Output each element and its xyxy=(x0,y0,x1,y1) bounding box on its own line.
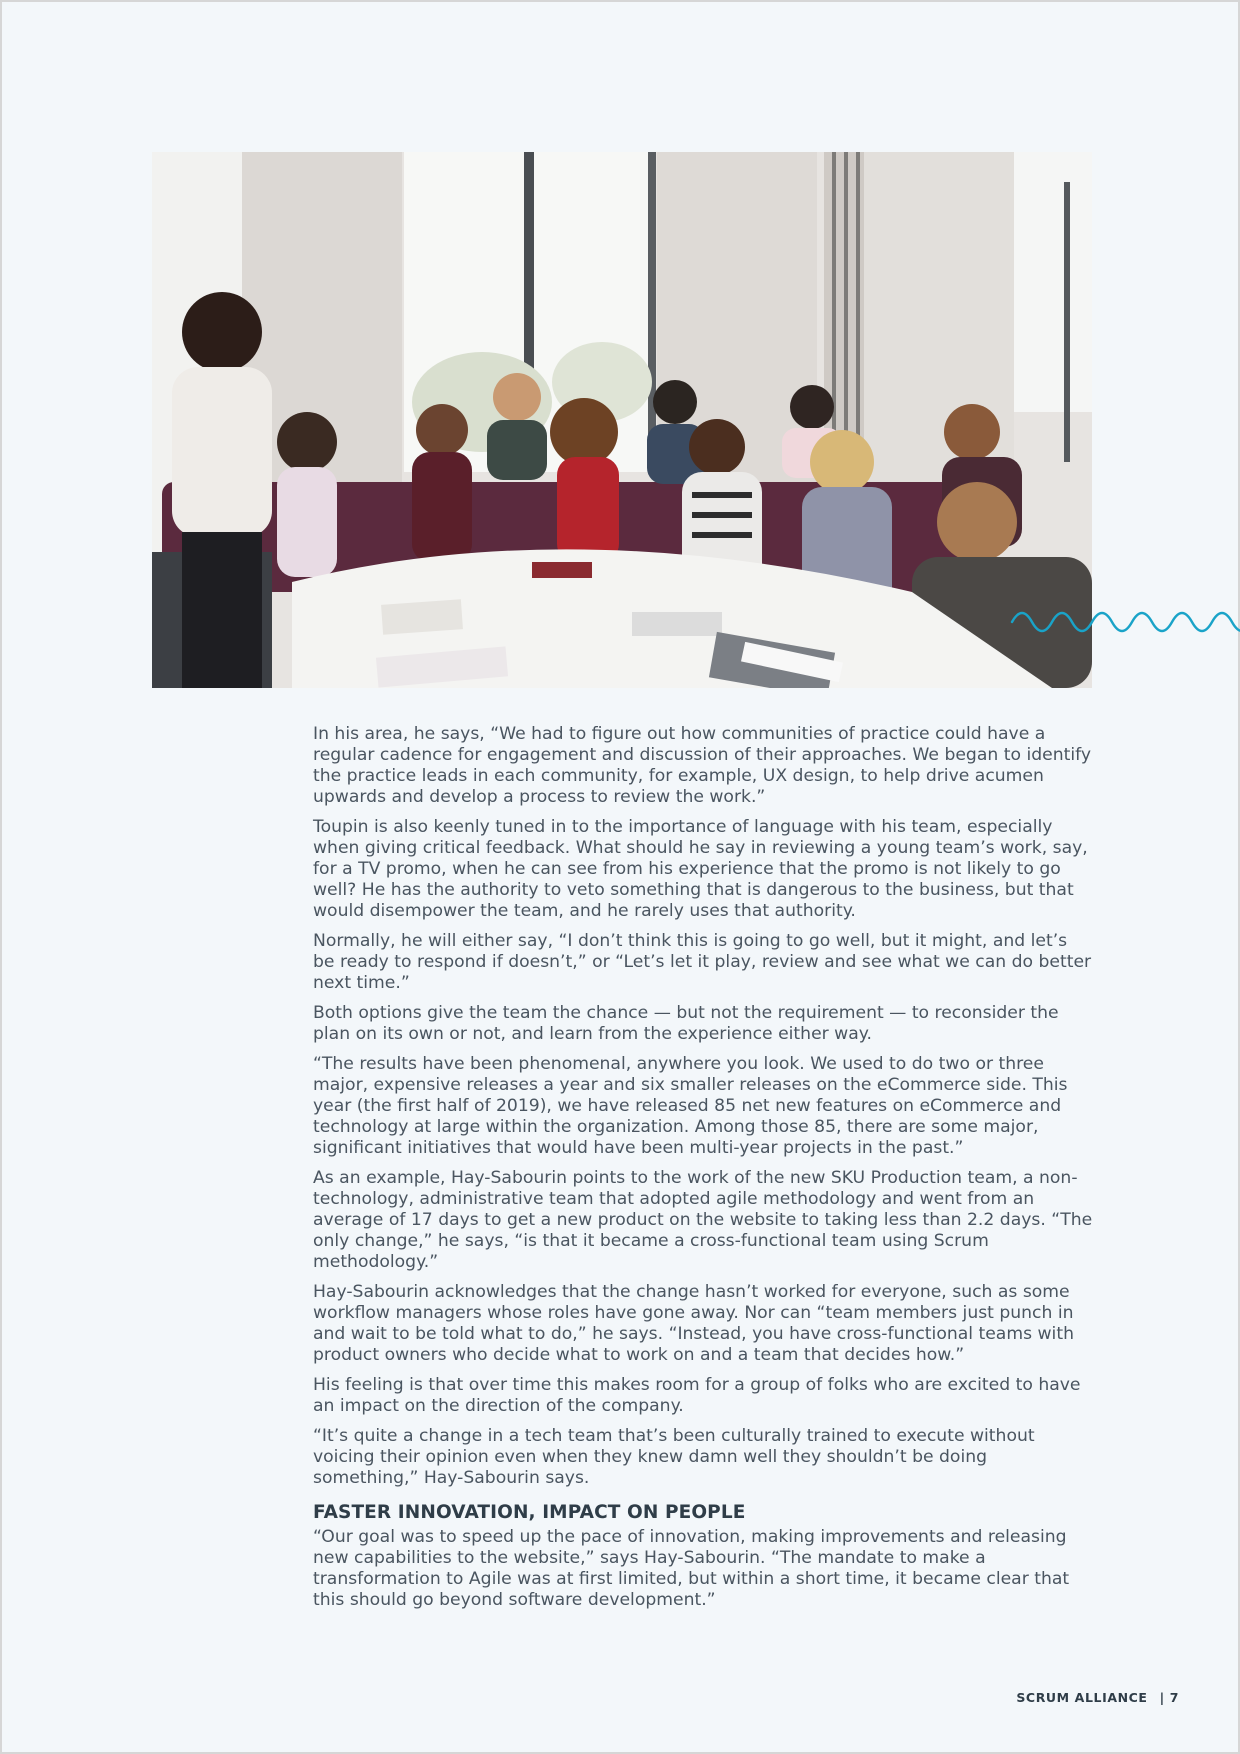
paragraph-3: Normally, he will either say, “I don’t think this is going to go well, but it might, and let’s be ready to respond if doesn’t,” or “Let’s let it play, review and see what we can do better next time.” xyxy=(313,931,1092,993)
page-number: | 7 xyxy=(1159,1690,1179,1705)
paragraph-5: “The results have been phenomenal, anywhere you look. We used to do two or three major, expensive releases a year and six smaller releases on the eCommerce side. This year (the first half of 2019), we have released 85 net new features on eCommerce and technology at large within the organization. Among those 85, there are some major, significant initiatives that would have been multi-year projects in the past.” xyxy=(313,1054,1068,1158)
paragraph-2: Toupin is also keenly tuned in to the importance of language with his team, especially when giving critical feedback. What should he say in reviewing a young team’s work, say, for a TV promo, when he can see from his experience that the promo is not likely to go well? He has the authority to veto something that is dangerous to the business, but that would disempower the team, and he rarely uses that authority. xyxy=(313,817,1088,921)
footer-brand: SCRUM ALLIANCE xyxy=(1016,1690,1148,1705)
wave-decoration-icon xyxy=(1010,602,1240,642)
paragraph-6: As an example, Hay-Sabourin points to the work of the new SKU Production team, a non-technology, administrative team that adopted agile methodology and went from an average of 17 days to get a new product on the website to taking less than 2.2 days. “The only change,” he says, “is that it became a cross-functional team using Scrum methodology.” xyxy=(313,1168,1093,1272)
paragraph-8: His feeling is that over time this makes room for a group of folks who are excited to have an impact on the direction of the company. xyxy=(313,1375,1081,1416)
paragraph-10: “Our goal was to speed up the pace of innovation, making improvements and releasing new capabilities to the website,” says Hay-Sabourin. “The mandate to make a transformation to Agile was at first limited, but within a short time, it became clear that this should go beyond software development.” xyxy=(313,1527,1070,1610)
paragraph-4: Both options give the team the chance — but not the requirement — to reconsider the plan on its own or not, and learn from the experience either way. xyxy=(313,1003,1059,1044)
paragraph-1: In his area, he says, “We had to figure out how communities of practice could have a regular cadence for engagement and discussion of their approaches. We began to identify the practice leads in each community, for example, UX design, to help drive acumen upwards and develop a process to review the work.” xyxy=(313,724,1092,807)
classroom-photo-icon xyxy=(152,152,1092,688)
section-heading: FASTER INNOVATION, IMPACT ON PEOPLE xyxy=(313,1502,746,1523)
paragraph-9: “It’s quite a change in a tech team that’s been culturally trained to execute without voicing their opinion even when they knew damn well they shouldn’t be doing something,” Hay-Sabourin says. xyxy=(313,1426,1035,1488)
paragraph-7: Hay-Sabourin acknowledges that the change hasn’t worked for everyone, such as some workflow managers whose roles have gone away. Nor can “team members just punch in and wait to be told what to do,” he says. “Instead, you have cross-functional teams with product owners who decide what to work on and a team that decides how.” xyxy=(313,1282,1074,1365)
page-footer xyxy=(1016,1690,1179,1705)
article-body xyxy=(313,724,1093,1620)
classroom-photo xyxy=(152,152,1092,688)
